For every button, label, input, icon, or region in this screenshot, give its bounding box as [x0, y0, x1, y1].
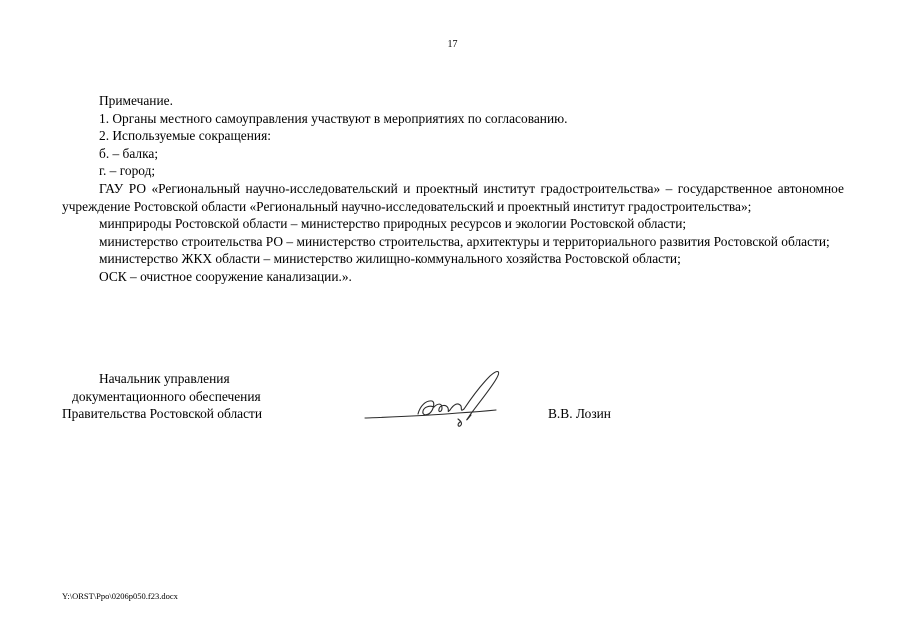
abbreviation-balka: б. – балка; [99, 145, 159, 161]
abbreviation-zhkh: министерство ЖКХ области – министерство жилищно-коммунального хозяйства Ростовской области; [99, 251, 681, 267]
abbreviation-minprirody: минприроды Ростовской области – министерство природных ресурсов и экологии Ростовской области; [99, 216, 687, 232]
abbreviation-minstroy: министерство строительства РО – министерство строительства, архитектуры и территориального развития Ростовской области; [99, 233, 830, 249]
abbreviation-osk: ОСК – очистное сооружение канализации.». [99, 268, 352, 284]
note-item-2: 2. Используемые сокращения: [99, 128, 271, 144]
signatory-position [62, 370, 262, 423]
signatory-position-line-1: Начальник управления [99, 371, 230, 386]
abbreviation-gau-ro: ГАУ РО «Региональный научно-исследовательский и проектный институт градостроительства» – государственное автономное учреждение Ростовской области «Региональный научно-исследовательский и проектный институт градостроительства»; [62, 180, 844, 214]
handwritten-signature [362, 366, 522, 436]
note-item-1: 1. Органы местного самоуправления участвуют в мероприятиях по согласованию. [99, 110, 568, 126]
document-file-path: Y:\ORST\Ppo\0206p050.f23.docx [62, 591, 178, 601]
signatory-position-line-2: документационного обеспечения [72, 388, 261, 404]
abbreviation-gorod: г. – город; [99, 163, 156, 179]
notes-section [62, 92, 844, 286]
signatory-position-line-3: Правительства Ростовской области [62, 406, 263, 421]
page-number: 17 [447, 39, 458, 50]
signatory-name: В.В. Лозин [548, 406, 611, 421]
notes-heading: Примечание. [99, 93, 173, 108]
